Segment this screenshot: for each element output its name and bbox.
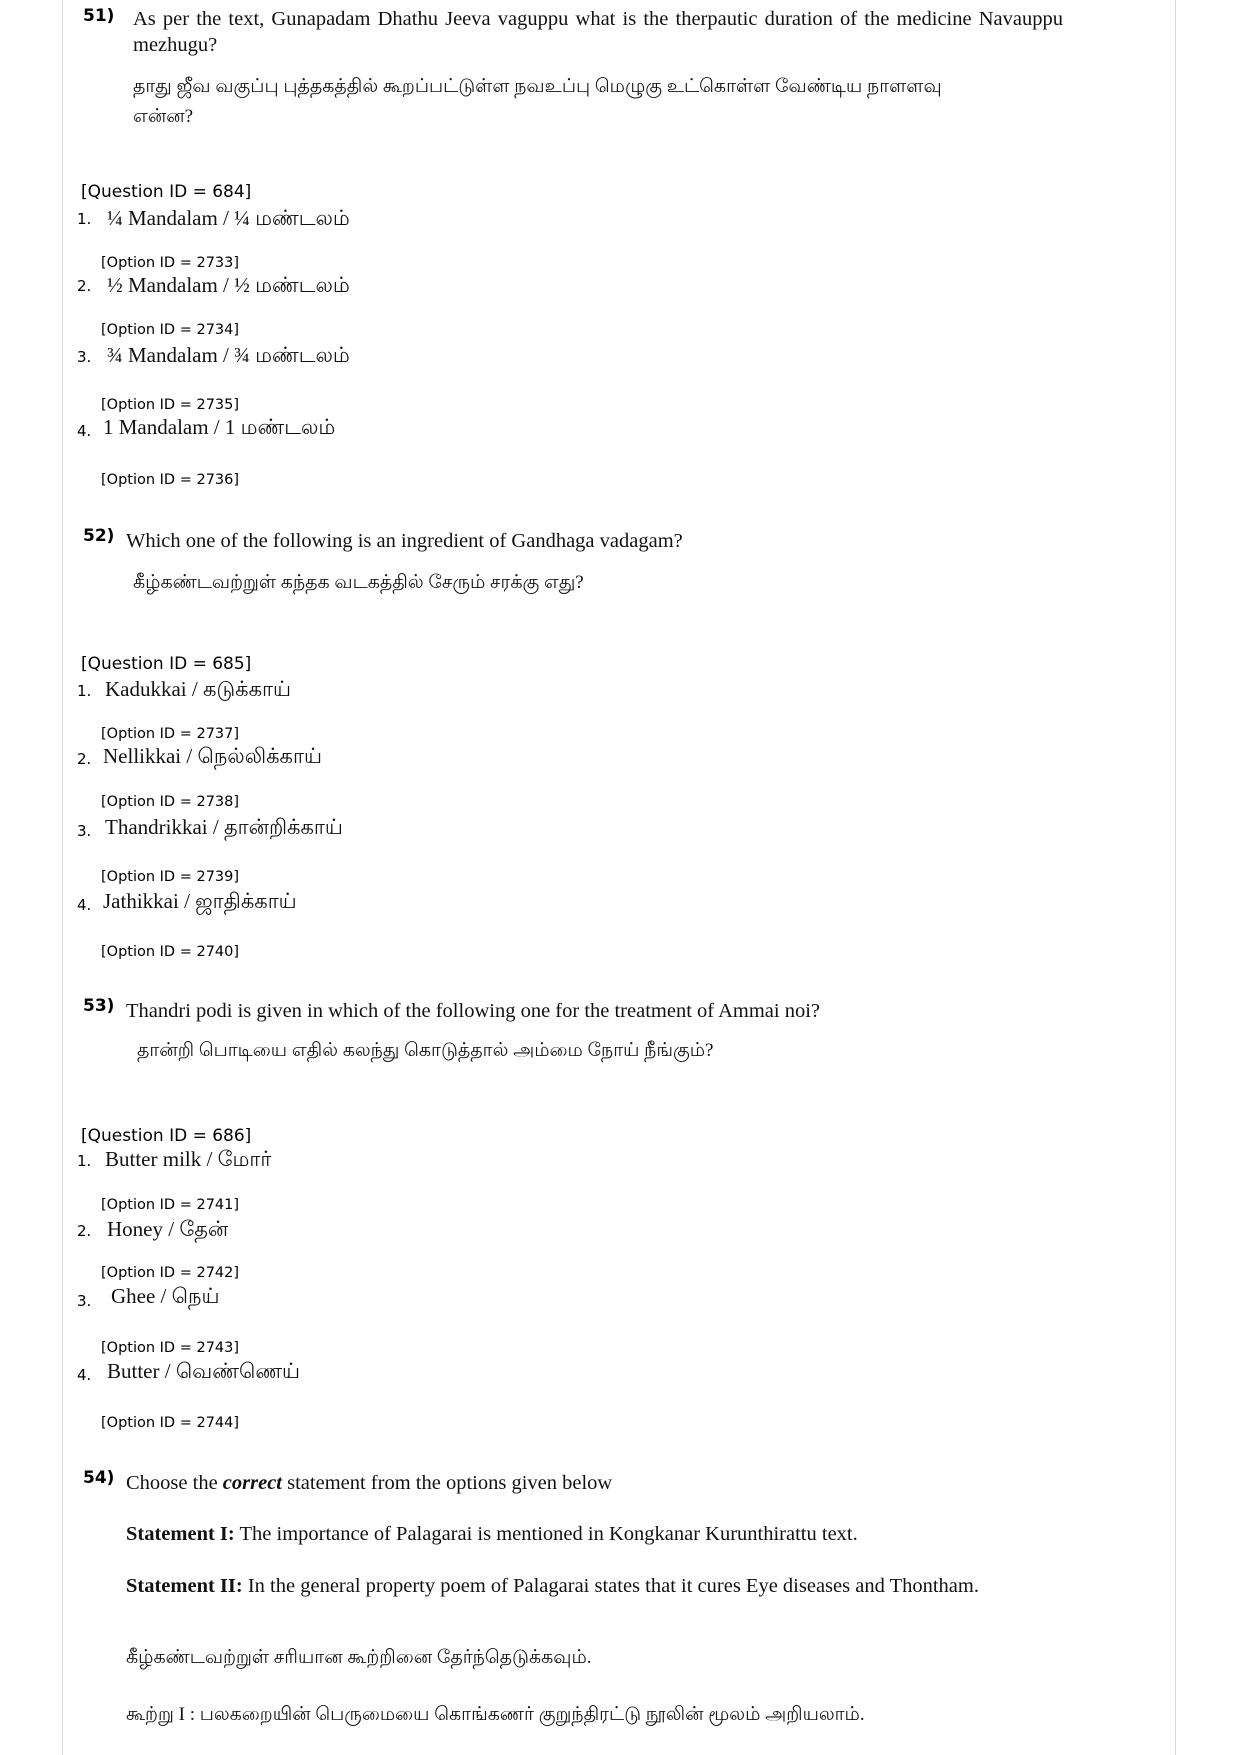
option-text[interactable]: Jathikkai / ஜாதிக்காய் <box>103 889 297 913</box>
option-id: [Option ID = 2739] <box>101 869 240 885</box>
option-id: [Option ID = 2738] <box>101 794 240 810</box>
question-number: 51) <box>83 6 115 26</box>
option-number: 1. <box>77 682 92 700</box>
instruction-tamil: கீழ்கண்டவற்றுள் சரியான கூற்றினை தேர்ந்தெடுக்கவும். <box>126 1647 592 1668</box>
question-number: 53) <box>83 996 115 1016</box>
option-text[interactable]: Kadukkai / கடுக்காய் <box>105 677 291 701</box>
option-number: 3. <box>77 1292 92 1310</box>
option-id: [Option ID = 2741] <box>101 1197 240 1213</box>
question-text-tamil: கீழ்கண்டவற்றுள் கந்தக வடகத்தில் சேரும் சரக்கு எது? <box>133 572 584 593</box>
option-id: [Option ID = 2735] <box>101 397 240 413</box>
option-text[interactable]: Thandrikkai / தான்றிக்காய் <box>105 815 343 839</box>
option-id: [Option ID = 2744] <box>101 1415 240 1431</box>
question-text: Thandri podi is given in which of the following one for the treatment of Ammai noi? <box>126 1000 820 1022</box>
question-id: [Question ID = 686] <box>81 1126 252 1146</box>
option-number: 4. <box>77 1366 92 1384</box>
option-id: [Option ID = 2743] <box>101 1340 240 1356</box>
question-text-tamil: தான்றி பொடியை எதில் கலந்து கொடுத்தால் அம்மை நோய் நீங்கும்? <box>137 1040 714 1061</box>
question-text: Which one of the following is an ingredient of Gandhaga vadagam? <box>126 530 683 552</box>
option-text[interactable]: Honey / தேன் <box>107 1217 229 1241</box>
option-id: [Option ID = 2734] <box>101 322 240 338</box>
question-text: As per the text, Gunapadam Dhathu Jeeva vaguppu what is the therpautic duration of the medicine Navauppu mezhugu? <box>133 8 1063 56</box>
emphasis-word: correct <box>222 1472 282 1494</box>
option-number: 2. <box>77 750 92 768</box>
option-text[interactable]: Butter milk / மோர் <box>105 1147 272 1171</box>
statement-1: Statement I: The importance of Palagarai is mentioned in Kongkanar Kurunthirattu text. <box>126 1523 858 1545</box>
option-text[interactable]: ½ Mandalam / ½ மண்டலம் <box>107 273 350 297</box>
option-number: 1. <box>77 210 92 228</box>
option-number: 1. <box>77 1152 92 1170</box>
option-id: [Option ID = 2736] <box>101 472 240 488</box>
option-number: 4. <box>77 896 92 914</box>
option-id: [Option ID = 2737] <box>101 726 240 742</box>
option-text[interactable]: ¾ Mandalam / ¾ மண்டலம் <box>107 343 350 367</box>
question-number: 52) <box>83 526 115 546</box>
question-text-tamil: தாது ஜீவ வகுப்பு புத்தகத்தில் கூறப்பட்டுள்ள நவஉப்பு மெழுகு உட்கொள்ள வேண்டிய நாளளவு என்ன? <box>133 76 942 127</box>
question-number: 54) <box>83 1468 115 1488</box>
option-id: [Option ID = 2740] <box>101 944 240 960</box>
option-number: 2. <box>77 277 92 295</box>
option-text[interactable]: Ghee / நெய் <box>111 1284 220 1308</box>
option-id: [Option ID = 2733] <box>101 255 240 271</box>
statement-2: Statement II: In the general property poem of Palagarai states that it cures Eye diseases and Thontham. <box>126 1575 979 1597</box>
option-text[interactable]: ¼ Mandalam / ¼ மண்டலம் <box>107 206 350 230</box>
option-text[interactable]: 1 Mandalam / 1 மண்டலம் <box>103 415 336 439</box>
exam-page <box>62 0 1176 1755</box>
option-number: 3. <box>77 348 92 366</box>
question-id: [Question ID = 684] <box>81 182 252 202</box>
statement-1-tamil: கூற்று I : பலகறையின் பெருமையை கொங்கணர் குறுந்திரட்டு நூலின் மூலம் அறியலாம். <box>126 1704 865 1725</box>
option-text[interactable]: Nellikkai / நெல்லிக்காய் <box>103 744 322 768</box>
option-number: 3. <box>77 822 92 840</box>
option-text[interactable]: Butter / வெண்ணெய் <box>107 1359 301 1383</box>
question-text: Choose the correct statement from the options given below <box>126 1472 613 1494</box>
option-number: 2. <box>77 1222 92 1240</box>
option-id: [Option ID = 2742] <box>101 1265 240 1281</box>
question-id: [Question ID = 685] <box>81 654 252 674</box>
option-number: 4. <box>77 422 92 440</box>
